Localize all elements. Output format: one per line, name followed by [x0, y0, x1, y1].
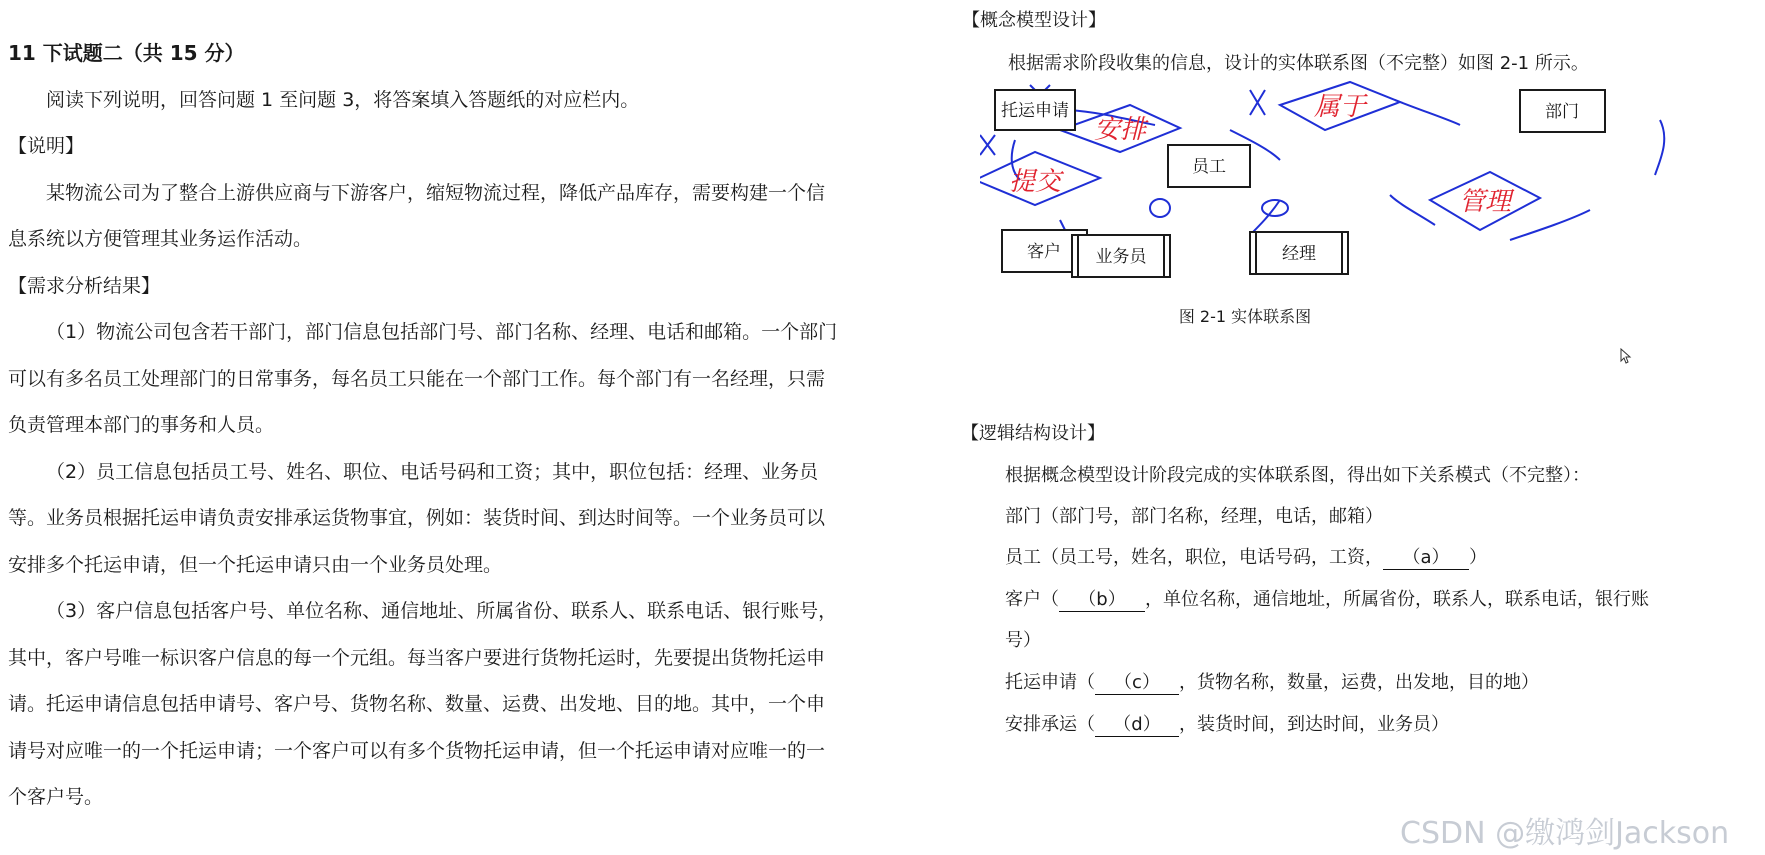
section-requirements-heading: 【需求分析结果】: [8, 274, 161, 297]
intro-text: 阅读下列说明，回答问题 1 至问题 3，将答案填入答题纸的对应栏内。: [46, 88, 640, 111]
schema-arrange-open: 安排承运（: [1005, 714, 1095, 735]
schema-customer-continued: 号）: [1005, 630, 1041, 651]
schema-shipment-text: ，货物名称，数量，运费，出发地，目的地）: [1179, 672, 1539, 693]
schema-department: 部门（部门号，部门名称，经理，电话，邮箱）: [1005, 506, 1383, 527]
description-text: 某物流公司为了整合上游供应商与下游客户，缩短物流过程，降低产品库存，需要构建一个信息系统以方便管理其业务运作活动。: [8, 181, 826, 250]
blank-d[interactable]: （d）: [1095, 710, 1179, 737]
entity-manager-label: 经理: [1282, 244, 1316, 264]
entity-salesman-label: 业务员: [1095, 247, 1147, 267]
schema-employee: [1005, 543, 1487, 570]
requirement-3: （3）客户信息包括客户号、单位名称、通信地址、所属省份、联系人、联系电话、银行账号，其中，客户号唯一标识客户信息的每一个元组。每当客户要进行货物托运时，先要提出货物托运申请。托运申请信息包括申请号、客户号、货物名称、数量、运费、出发地、目的地。其中，一个申请号对应唯一的一个托运申请；一个客户可以有多个货物托运申请，但一个托运申请对应唯一的一个客户号。: [8, 600, 838, 808]
schema-arrange-text: ，装货时间，到达时间，业务员）: [1179, 714, 1449, 735]
participation-circle-salesman: [1150, 199, 1170, 217]
schema-customer-text: ，单位名称，通信地址，所属省份，联系人，联系电话，银行账: [1145, 589, 1649, 610]
question-title: 11 下试题二（共 15 分）: [8, 41, 245, 65]
figure-caption: 图 2-1 实体联系图: [1178, 307, 1312, 326]
blank-c[interactable]: （c）: [1095, 668, 1179, 695]
entity-customer-label: 客户: [1027, 242, 1061, 262]
requirement-1: （1）物流公司包含若干部门，部门信息包括部门号、部门名称、经理、电话和邮箱。一个部门可以有多名员工处理部门的日常事务，每名员工只能在一个部门工作。每个部门有一名经理，只需负责管理本部门的事务和人员。: [8, 321, 838, 436]
schema-employee-text: 员工（员工号，姓名，职位，电话号码，工资，: [1005, 547, 1383, 568]
schema-shipment: [1005, 668, 1539, 695]
handwritten-arrange: 安排: [1093, 115, 1147, 145]
schema-arrange: [1005, 710, 1449, 737]
handwritten-manage: 管理: [1458, 187, 1512, 217]
section-logic-heading: 【逻辑结构设计】: [961, 423, 1105, 444]
schema-shipment-open: 托运申请（: [1005, 672, 1095, 693]
entity-employee-label: 员工: [1192, 157, 1226, 177]
schema-employee-close: ）: [1469, 547, 1487, 568]
section-concept-heading: 【概念模型设计】: [962, 10, 1106, 31]
left-column: [8, 30, 838, 821]
schema-customer-open: 客户（: [1005, 589, 1059, 610]
entity-department-label: 部门: [1545, 102, 1579, 122]
handwritten-submit: 提交: [1008, 167, 1062, 197]
concept-intro: 根据需求阶段收集的信息，设计的实体联系图（不完整）如图 2-1 所示。: [1008, 53, 1589, 74]
watermark: CSDN @缴鸿剑Jackson: [1400, 816, 1730, 851]
blank-a[interactable]: （a）: [1383, 543, 1469, 570]
cursor-icon: [1620, 348, 1632, 364]
logic-intro: 根据概念模型设计阶段完成的实体联系图，得出如下关系模式（不完整）：: [1005, 465, 1590, 486]
entity-shipment-label: 托运申请: [1001, 101, 1069, 121]
section-description-heading: 【说明】: [8, 135, 85, 157]
requirement-2: （2）员工信息包括员工号、姓名、职位、电话号码和工资；其中，职位包括：经理、业务员等。业务员根据托运申请负责安排承运货物事宜，例如：装货时间、到达时间等。一个业务员可以安排多个托运申请，但一个托运申请只由一个业务员处理。: [8, 460, 826, 576]
schema-customer: [1005, 585, 1649, 612]
er-diagram: [980, 80, 1740, 370]
blank-b[interactable]: （b）: [1059, 585, 1145, 612]
handwritten-belong: 属于: [1313, 92, 1367, 122]
